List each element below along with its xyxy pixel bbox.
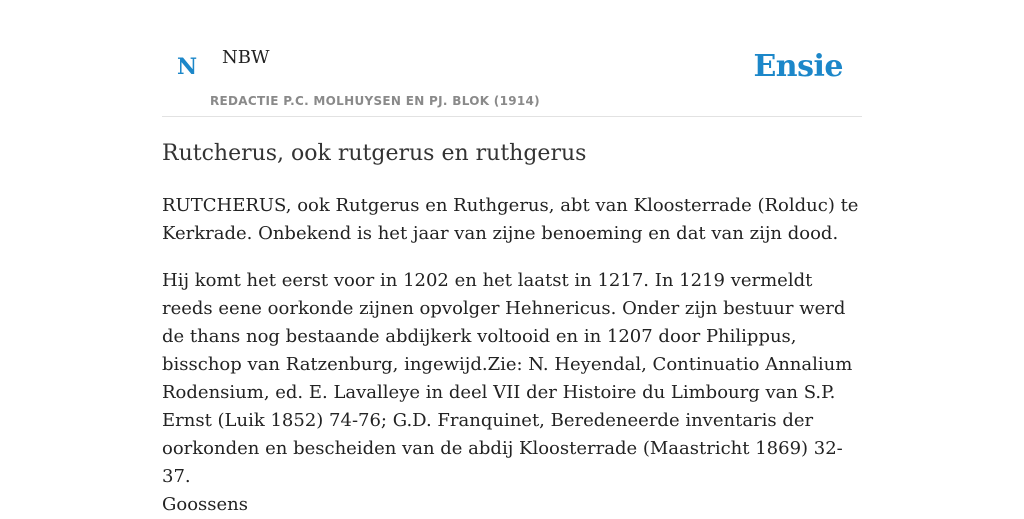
- article-page: [162, 0, 862, 515]
- article-author: Goossens: [162, 494, 249, 515]
- article-title: Rutcherus, ook rutgerus en ruthgerus: [162, 141, 587, 166]
- source-header: [162, 0, 862, 117]
- source-logo[interactable]: N: [177, 54, 198, 80]
- source-editors: REDACTIE P.C. MOLHUYSEN EN PJ. BLOK (1914): [210, 94, 540, 108]
- article-paragraph: RUTCHERUS, ook Rutgerus en Ruthgerus, abt van Kloosterrade (Rolduc) te Kerkrade. Onbekend is het jaar van zijne benoeming en dat van zijn dood.: [162, 195, 859, 244]
- article-paragraph: Hij komt het eerst voor in 1202 en het laatst in 1217. In 1219 vermeldt reeds eene oorkonde zijnen opvolger Hehnericus. Onder zijn bestuur werd de thans nog bestaande abdijkerk voltooid en in 1207 door Philippus, bisschop van Ratzenburg, ingewijd.Zie: N. Heyendal, Continuatio Annalium Rodensium, ed. E. Lavalleye in deel VII der Histoire du Limbourg van S.P. Ernst (Luik 1852) 74-76; G.D. Franquinet, Beredeneerde inventaris der oorkonden en bescheiden van de abdij Kloosterrade (Maastricht 1869) 32-37.: [162, 270, 853, 487]
- source-name-link[interactable]: NBW: [222, 47, 270, 68]
- ensie-logo[interactable]: Ensie: [753, 49, 843, 84]
